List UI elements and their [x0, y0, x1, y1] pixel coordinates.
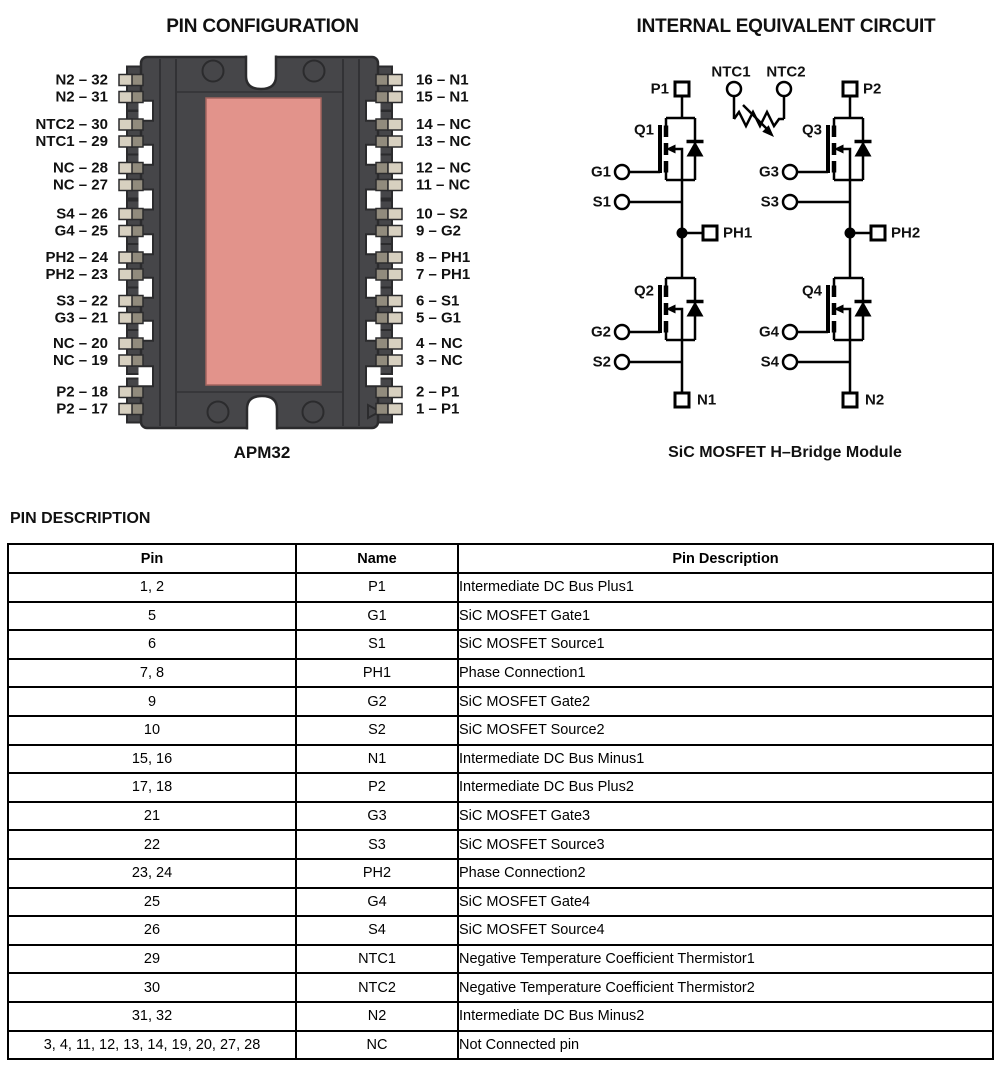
pin-label: S3 – 22 — [56, 292, 108, 310]
pin-label: P2 – 18 — [56, 383, 108, 401]
pin-label: N2 – 32 — [55, 71, 108, 89]
pin-label: 12 – NC — [416, 159, 472, 177]
terminal-g4 — [783, 325, 797, 339]
cell-name: NC — [296, 1031, 458, 1060]
cell-pin: 26 — [8, 916, 296, 945]
pin-label: 10 – S2 — [416, 205, 468, 223]
pin-label: S4 – 26 — [56, 205, 108, 223]
circuit-wires — [629, 96, 871, 393]
cell-description: SiC MOSFET Gate1 — [458, 602, 993, 631]
pin-label: 13 – NC — [416, 133, 472, 150]
table-header-row — [8, 544, 993, 573]
cell-name: G1 — [296, 602, 458, 631]
pin-label: 3 – NC — [416, 352, 463, 369]
cell-pin: 3, 4, 11, 12, 13, 14, 19, 20, 27, 28 — [8, 1031, 296, 1060]
pin-label: 5 – G1 — [416, 309, 462, 327]
package-caption: APM32 — [233, 443, 291, 462]
cell-name: N2 — [296, 1002, 458, 1031]
pin-label: NTC2 – 30 — [35, 116, 108, 133]
label-q1: Q1 — [633, 121, 654, 139]
pin-label: 8 – PH1 — [416, 249, 471, 266]
pin-label: N2 – 31 — [55, 88, 108, 106]
cell-description: Phase Connection1 — [458, 659, 993, 688]
cell-description: Negative Temperature Coefficient Thermistor1 — [458, 945, 993, 974]
table-row — [8, 859, 993, 888]
cell-description: Negative Temperature Coefficient Thermistor2 — [458, 973, 993, 1002]
cell-pin: 25 — [8, 888, 296, 917]
table-row — [8, 945, 993, 974]
label-s3: S3 — [760, 193, 779, 211]
label-ntc2: NTC2 — [766, 63, 806, 81]
pin-description-heading: PIN DESCRIPTION — [10, 510, 151, 527]
terminal-s2 — [615, 355, 629, 369]
table-row — [8, 1031, 993, 1060]
cell-name: NTC1 — [296, 945, 458, 974]
terminal-p2 — [843, 82, 857, 96]
cell-name: G2 — [296, 687, 458, 716]
pin-label: NC – 28 — [52, 159, 108, 177]
package-thermal-pad — [206, 98, 321, 385]
pin-label: 6 – S1 — [416, 292, 460, 310]
label-g4: G4 — [758, 323, 779, 341]
cell-name: G3 — [296, 802, 458, 831]
pin-label: 2 – P1 — [416, 383, 460, 401]
label-g3: G3 — [758, 163, 779, 181]
cell-description: Intermediate DC Bus Plus2 — [458, 773, 993, 802]
cell-pin: 6 — [8, 630, 296, 659]
thermistor-symbol — [734, 105, 784, 137]
pin-label: 7 – PH1 — [416, 266, 471, 283]
cell-pin: 23, 24 — [8, 859, 296, 888]
cell-pin: 15, 16 — [8, 745, 296, 774]
cell-description: Intermediate DC Bus Minus2 — [458, 1002, 993, 1031]
cell-pin: 10 — [8, 716, 296, 745]
terminal-s3 — [783, 195, 797, 209]
label-q3: Q3 — [801, 121, 822, 139]
column-header-name: Name — [296, 544, 458, 573]
table-row — [8, 630, 993, 659]
label-p1: P1 — [650, 80, 669, 98]
cell-pin: 22 — [8, 830, 296, 859]
cell-name: G4 — [296, 888, 458, 917]
package-drawing — [35, 56, 471, 430]
table-row — [8, 573, 993, 602]
figures-canvas — [0, 0, 1005, 500]
cell-name: N1 — [296, 745, 458, 774]
cell-name: NTC2 — [296, 973, 458, 1002]
pin-label: NC – 19 — [52, 352, 108, 369]
label-g2: G2 — [590, 323, 611, 341]
cell-pin: 1, 2 — [8, 573, 296, 602]
cell-description: Not Connected pin — [458, 1031, 993, 1060]
pin-label: PH2 – 24 — [45, 249, 108, 266]
table-row — [8, 602, 993, 631]
pin-label: 4 – NC — [416, 335, 463, 352]
mosfet-q1 — [660, 118, 704, 180]
label-s4: S4 — [760, 353, 779, 371]
terminal-n2 — [843, 393, 857, 407]
cell-pin: 30 — [8, 973, 296, 1002]
table-row — [8, 659, 993, 688]
terminal-ntc1 — [727, 82, 741, 96]
table-row — [8, 773, 993, 802]
cell-description: SiC MOSFET Source4 — [458, 916, 993, 945]
table-row — [8, 973, 993, 1002]
cell-name: S3 — [296, 830, 458, 859]
label-g1: G1 — [590, 163, 611, 181]
cell-pin: 9 — [8, 687, 296, 716]
cell-pin: 31, 32 — [8, 1002, 296, 1031]
cell-description: SiC MOSFET Source3 — [458, 830, 993, 859]
table-row — [8, 830, 993, 859]
label-ph2: PH2 — [891, 224, 921, 242]
terminal-s1 — [615, 195, 629, 209]
label-p2: P2 — [863, 80, 882, 98]
circuit-square-terminals — [675, 82, 885, 407]
equivalent-circuit-title: INTERNAL EQUIVALENT CIRCUIT — [636, 16, 936, 37]
circuit-caption: SiC MOSFET H–Bridge Module — [668, 444, 902, 461]
terminal-n1 — [675, 393, 689, 407]
cell-pin: 7, 8 — [8, 659, 296, 688]
terminal-g2 — [615, 325, 629, 339]
table-row — [8, 802, 993, 831]
cell-description: SiC MOSFET Source1 — [458, 630, 993, 659]
pin-label: 9 – G2 — [416, 222, 462, 240]
cell-name: PH2 — [296, 859, 458, 888]
equivalent-circuit-schematic — [591, 64, 920, 409]
cell-description: SiC MOSFET Gate4 — [458, 888, 993, 917]
pin-label: 14 – NC — [416, 116, 472, 133]
terminal-p1 — [675, 82, 689, 96]
pin-labels-right — [416, 72, 471, 418]
pin-label: G4 – 25 — [54, 222, 108, 240]
column-header-description: Pin Description — [458, 544, 993, 573]
pin-label: 1 – P1 — [416, 400, 460, 418]
mosfet-q2 — [660, 278, 704, 340]
cell-pin: 5 — [8, 602, 296, 631]
pin-label: PH2 – 23 — [45, 266, 108, 283]
terminal-ph1 — [703, 226, 717, 240]
terminal-g3 — [783, 165, 797, 179]
label-s1: S1 — [592, 193, 611, 211]
label-n1: N1 — [697, 391, 717, 409]
cell-name: P1 — [296, 573, 458, 602]
terminal-g1 — [615, 165, 629, 179]
mosfet-q3 — [828, 118, 872, 180]
cell-name: PH1 — [296, 659, 458, 688]
terminal-ph2 — [871, 226, 885, 240]
table-row — [8, 745, 993, 774]
cell-description: Intermediate DC Bus Minus1 — [458, 745, 993, 774]
terminal-ntc2 — [777, 82, 791, 96]
cell-name: S1 — [296, 630, 458, 659]
cell-description: SiC MOSFET Gate3 — [458, 802, 993, 831]
cell-name: P2 — [296, 773, 458, 802]
table-row — [8, 916, 993, 945]
pin-label: G3 – 21 — [54, 309, 108, 327]
table-row — [8, 716, 993, 745]
cell-description: SiC MOSFET Source2 — [458, 716, 993, 745]
pin-label: NC – 27 — [52, 176, 108, 194]
table-row — [8, 687, 993, 716]
terminal-s4 — [783, 355, 797, 369]
pin-label: 11 – NC — [416, 176, 471, 194]
label-n2: N2 — [865, 391, 885, 409]
cell-description: Intermediate DC Bus Plus1 — [458, 573, 993, 602]
label-ntc1: NTC1 — [711, 63, 751, 81]
table-row — [8, 1002, 993, 1031]
pin-label: NC – 20 — [52, 335, 108, 352]
cell-name: S4 — [296, 916, 458, 945]
cell-description: Phase Connection2 — [458, 859, 993, 888]
label-q4: Q4 — [801, 282, 822, 300]
label-q2: Q2 — [633, 282, 654, 300]
mosfet-q4 — [828, 278, 872, 340]
pin-configuration-title: PIN CONFIGURATION — [166, 16, 359, 37]
pin-label: 16 – N1 — [416, 71, 469, 89]
pin-label: NTC1 – 29 — [35, 133, 108, 150]
cell-description: SiC MOSFET Gate2 — [458, 687, 993, 716]
table-row — [8, 888, 993, 917]
cell-pin: 21 — [8, 802, 296, 831]
pin-label: P2 – 17 — [56, 400, 108, 418]
pin-description-table — [7, 543, 994, 1060]
pin-label: 15 – N1 — [416, 88, 469, 106]
label-s2: S2 — [592, 353, 611, 371]
cell-pin: 29 — [8, 945, 296, 974]
cell-pin: 17, 18 — [8, 773, 296, 802]
label-ph1: PH1 — [723, 224, 753, 242]
pin-labels-left — [35, 72, 108, 418]
cell-name: S2 — [296, 716, 458, 745]
column-header-pin: Pin — [8, 544, 296, 573]
